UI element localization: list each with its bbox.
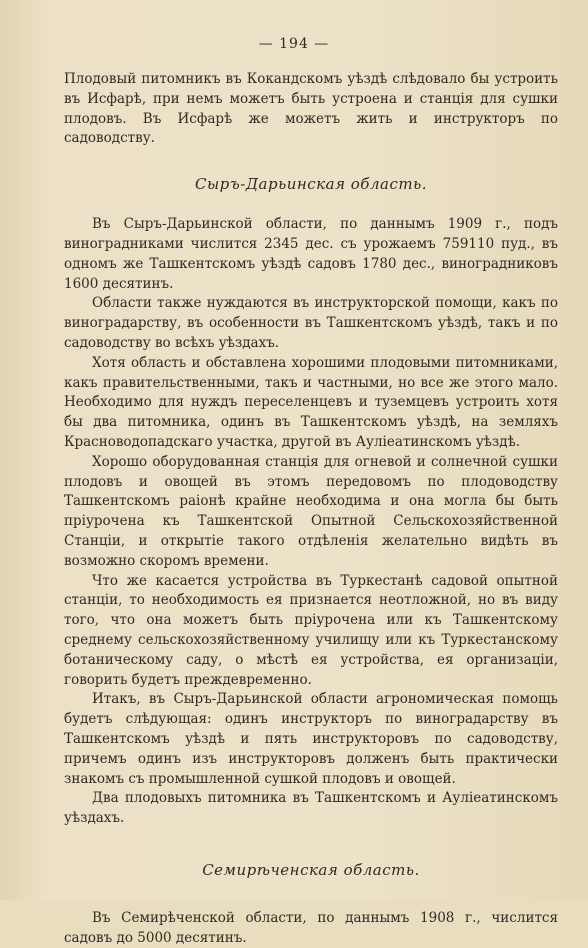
section-title-syr-darya: Сыръ-Дарьинская область.	[194, 175, 428, 194]
syr-darya-paragraph-6: Итакъ, въ Сыръ-Дарьинской области агрономическая помощь будетъ слѣдующая: одинъ инструкторъ по виноградарству въ Ташкентскомъ уѣздѣ и пять инструкторовъ по садоводству, причемъ одинъ изъ инструкторовъ долженъ быть практически знакомъ съ промышленной сушкой плодовъ и овощей.	[64, 691, 558, 787]
syr-darya-paragraph-5: Что же касается устройства въ Туркестанѣ садовой опытной станціи, то необходимость ея признается неотложной, но въ виду того, что она можетъ быть пріурочена или къ Ташкентскому среднему сельскохозяйственному училищу или къ Туркестанскому ботаническому саду, о мѣстѣ ея устройства, ея организаціи, говорить будетъ преждевременно.	[64, 572, 558, 688]
syr-darya-paragraph-2: Области также нуждаются въ инструкторской помощи, какъ по виноградарству, въ особенности въ Ташкентскомъ уѣздѣ, такъ и по садоводству во всѣхъ уѣздахъ.	[64, 295, 558, 351]
syr-darya-paragraph-1: Въ Сыръ-Дарьинской области, по даннымъ 1909 г., подъ виноградниками числится 2345 дес. съ урожаемъ 759110 пуд., въ одномъ же Ташкентскомъ уѣздѣ садовъ 1780 дес., виноградниковъ 1600 десятинъ.	[64, 216, 558, 292]
intro-paragraph: Плодовый питомникъ въ Кокандскомъ уѣздѣ слѣдовало бы устроить въ Исфарѣ, при немъ можетъ быть устроена и станція для сушки плодовъ. Въ Исфарѣ же можетъ жить и инструкторъ по садоводству.	[64, 71, 558, 147]
syr-darya-paragraph-3: Хотя область и обставлена хорошими плодовыми питомниками, какъ правительственными, такъ и частными, но все же этого мало. Необходимо для нуждъ переселенцевъ и туземцевъ устроить хотя бы два питомника, одинъ въ Ташкентскомъ уѣздѣ, на земляхъ Красноводопадскаго участка, другой въ Ауліеатинскомъ уѣздѣ.	[64, 354, 558, 450]
page-number: — 194 —	[258, 36, 330, 52]
section-title-semirechye: Семирѣченская область.	[202, 860, 420, 879]
semirechye-paragraph-1: Въ Семирѣченской области, по даннымъ 1908 г., числится садовъ до 5000 десятинъ.	[64, 909, 558, 946]
syr-darya-paragraph-4: Хорошо оборудованная станція для огневой и солнечной сушки плодовъ и овощей въ этомъ передовомъ по плодоводству Ташкентскомъ раіонѣ крайне необходима и она могла бы быть пріурочена къ Ташкентской Опытной Сельскохозяйственной Станціи, и открытіе такого отдѣленія желательно видѣть въ возможно скоромъ времени.	[64, 453, 558, 569]
syr-darya-paragraph-7: Два плодовыхъ питомника въ Ташкентскомъ и Ауліеатинскомъ уѣздахъ.	[64, 790, 558, 827]
page-content	[64, 70, 558, 948]
